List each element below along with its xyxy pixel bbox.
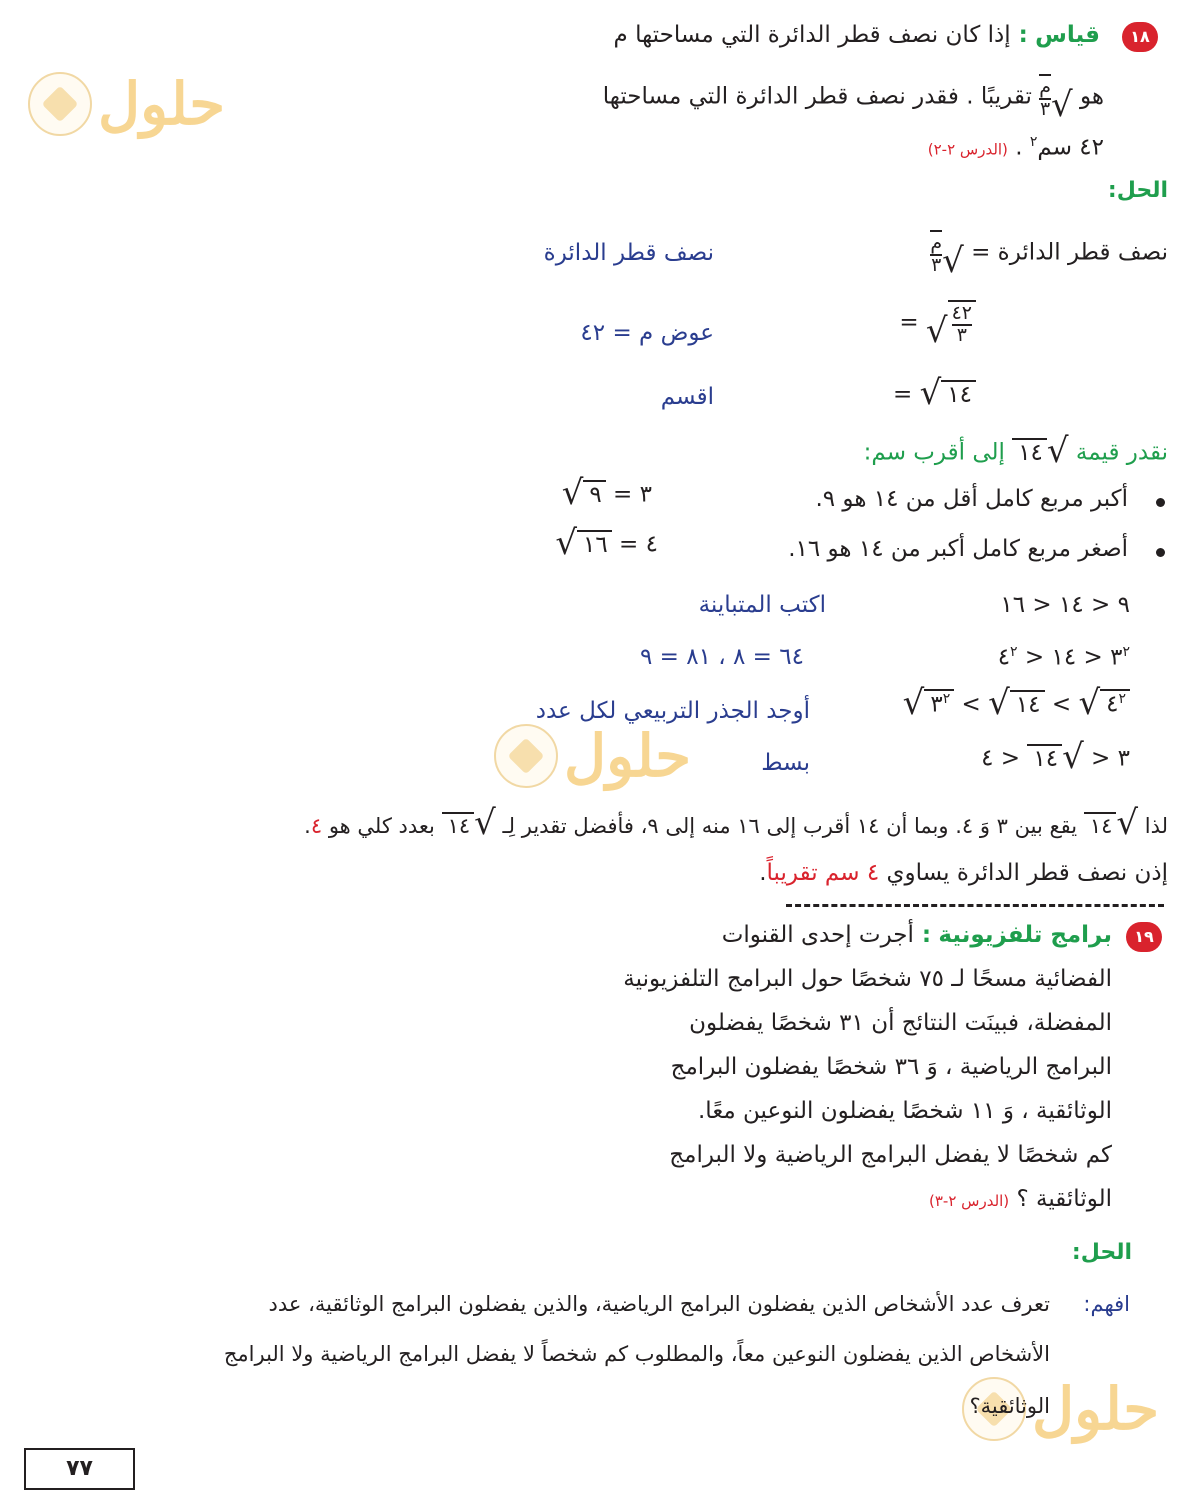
fraction: $\frac{\text{م}}{٣}$ [930,232,943,276]
page-number: ٧٧ [24,1448,135,1490]
question-text-line: البرامج الرياضية ، وَ ٣٦ شخصًا يفضلون البرامج [670,1054,1112,1080]
radical-icon: √ [1046,431,1069,471]
bullet-icon [1156,548,1165,557]
question-19-line1: برامج تلفزيونية : أجرت إحدى القنوات [721,922,1112,948]
lesson-ref: (الدرس ٢-٢) [927,140,1008,159]
step-note: عوض م = ٤٢ [580,320,714,346]
section-divider [786,904,1164,907]
step-note: اقسم [660,384,714,410]
question-text-line: كم شخصًا لا يفضل البرامج الرياضية ولا البرامج [669,1142,1112,1168]
radical-icon: √ [474,803,496,843]
radical-icon: √ [1116,803,1139,843]
watermark-logo: حلول [28,70,225,138]
watermark-logo: حلول [494,722,691,790]
question-18-line1: قياس : إذا كان نصف قطر الدائرة التي مساحتها م [613,22,1100,48]
step-note: نصف قطر الدائرة [543,240,714,266]
radical-icon: √ [902,683,925,723]
fraction: $\frac{٤٢}{٣}$ [948,300,976,346]
step-note: ٦٤ = ٨ ، ٨١ = ٩ [639,644,804,670]
solution-text-line: الأشخاص الذين يفضلون النوعين معاً، والمطلوب كم شخصاً لا يفضل البرامج الرياضية ولا البرامج [223,1342,1050,1366]
radical-icon: √ [988,683,1010,723]
question-text-line: الوثائقية ، وَ ١١ شخصًا يفضلون النوعين معًا. [698,1098,1112,1124]
step-divide: = √ ١٤ [893,378,976,408]
inequality-simplified: ٣ < √١٤ < ٤ [981,737,1130,777]
question-text-line: المفضلة، فبينَت النتائج أن ٣١ شخصًا يفضلون [689,1010,1112,1036]
step-substitute: = √ $\frac{٤٢}{٣}$ [899,300,976,346]
solution-label: الحل: [1107,178,1168,203]
question-18-line2: هو √ $\frac{\text{م}}{٣}$ تقريبًا . فقدر نصف قطر الدائرة التي مساحتها [602,76,1104,125]
inequality-squares: $٣^٢$ < ١٤ < $٤^٢$ [997,644,1130,671]
question-text-line: الفضائية مسحًا لـ ٧٥ شخصًا حول البرامج التلفزيونية [623,966,1112,992]
solution-text-line: تعرف عدد الأشخاص الذين يفضلون البرامج الرياضية، والذين يفضلون البرامج الوثائقية، عدد [268,1292,1050,1316]
inequality: ٩ < ١٤ < ١٦ [1000,592,1130,618]
radical-icon: √ [925,310,948,351]
question-title: برامج تلفزيونية [938,922,1112,948]
radical-icon: √ [1062,737,1084,777]
bullet-text: أصغر مربع كامل أكبر من ١٤ هو ١٦. [788,536,1128,562]
radical-icon: √ [1078,683,1101,723]
radical-icon: √ [555,523,578,563]
radical-icon: √ [919,373,942,413]
step-radius-formula: نصف قطر الدائرة = √ $\frac{\text{م}}{٣}$ [930,232,1168,281]
estimate-heading: نقدر قيمة √١٤ إلى أقرب سم: [863,431,1168,471]
fraction: $\frac{\text{م}}{٣}$ [1039,76,1051,120]
final-answer: إذن نصف قطر الدائرة يساوي ٤ سم تقريباً. [759,860,1168,886]
question-number-badge: ١٨ [1122,22,1158,52]
bullet-result: √ ٩ = ٣ [561,473,652,513]
question-text: إذا كان نصف قطر الدائرة التي مساحتها م [613,22,1011,48]
solution-label: الحل: [1071,1240,1132,1265]
inequality-roots: √ $٣^٢$ < √ ١٤ < √ $٤^٢$ [903,688,1130,718]
question-18-line3: ٤٢ سم$^٢$ . (الدرس ٢-٢) [927,134,1104,161]
question-number-badge: ١٩ [1126,922,1162,952]
question-title: قياس [1035,22,1100,48]
logo-icon [494,724,558,788]
bullet-result: √ ١٦ = ٤ [555,523,658,563]
watermark-logo: حلول [962,1375,1159,1443]
radical-icon: √ [561,473,584,513]
radical-icon: √ [942,240,964,281]
logo-icon [28,72,92,136]
solution-text-line: الوثائقية؟ [969,1394,1050,1418]
bullet-text: أكبر مربع كامل أقل من ١٤ هو ٩. [815,486,1128,512]
conclusion: لذا √١٤ يقع بين ٣ وَ ٤. وبما أن ١٤ أقرب إلى ١٦ منه إلى ٩، فأفضل تقدير لِـ √١٤ بعدد كلي هو ٤. [304,803,1168,843]
understand-label: افهم: [1083,1292,1130,1316]
step-note: اكتب المتباينة [698,592,826,618]
step-note: بسط [761,750,810,776]
step-note: أوجد الجذر التربيعي لكل عدد [535,698,810,724]
lesson-ref: (الدرس ٢-٣) [928,1192,1010,1210]
question-text-line: الوثائقية ؟ (الدرس ٢-٣) [928,1186,1112,1212]
radical-icon: √ [1051,84,1073,125]
bullet-icon [1156,498,1165,507]
